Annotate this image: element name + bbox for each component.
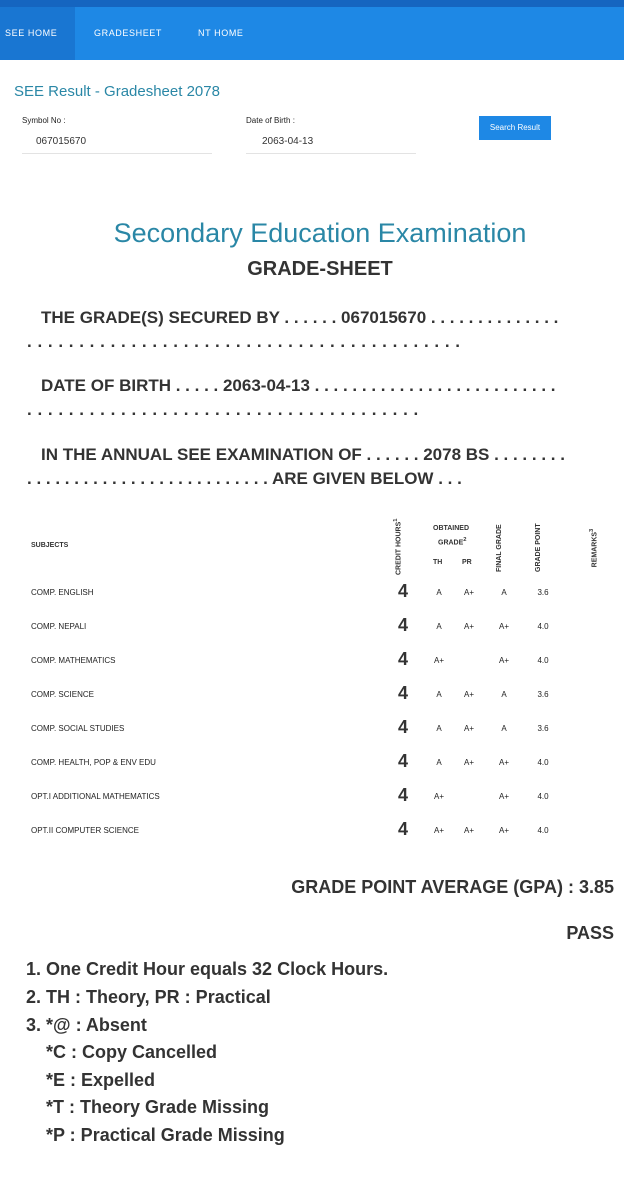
note-credit-hour: 1. One Credit Hour equals 32 Clock Hours.	[26, 959, 389, 979]
row-th-grade: A+	[433, 826, 444, 835]
secured-by-dots: . . . . . . . . . . . . . . . . . . . . . . . . . . . . . . . . . . . . . . . . . .	[27, 332, 461, 351]
dob-line: DATE OF BIRTH . . . . . 2063-04-13 . . . . . . . . . . . . . . . . . . . . . . . . . .	[41, 376, 556, 395]
dob-input[interactable]: 2063-04-13	[246, 136, 416, 154]
note-absent: 3. *@ : Absent	[26, 1015, 147, 1035]
header-subjects: SUBJECTS	[31, 542, 69, 549]
row-final-grade: A	[501, 690, 507, 699]
note-expelled: *E : Expelled	[46, 1070, 156, 1090]
row-credit: 4	[397, 649, 408, 669]
page-title: SEE Result - Gradesheet 2078	[14, 83, 220, 100]
symbol-input[interactable]: 067015670	[22, 136, 212, 154]
header-grade-point: GRADE POINT	[535, 523, 542, 572]
row-final-grade: A+	[498, 758, 509, 767]
row-pr-grade: A+	[463, 826, 474, 835]
row-pr-grade: A+	[463, 588, 474, 597]
row-credit: 4	[397, 785, 408, 805]
row-credit: 4	[397, 615, 408, 635]
row-th-grade: A+	[433, 792, 444, 801]
exam-given-below-line: . . . . . . . . . . . . . . . . . . . . . . . . . . ARE GIVEN BELOW . . .	[27, 469, 462, 488]
row-credit: 4	[397, 581, 408, 601]
row-grade-point: 4.0	[537, 622, 549, 631]
row-th-grade: A	[436, 758, 442, 767]
row-subject: COMP. NEPALI	[31, 622, 87, 631]
row-grade-point: 3.6	[537, 690, 549, 699]
row-grade-point: 3.6	[537, 588, 549, 597]
dob-dots: . . . . . . . . . . . . . . . . . . . . . . . . . . . . . . . . . . . . . .	[27, 400, 419, 419]
header-grade: GRADE$^2$	[438, 537, 467, 547]
row-final-grade: A+	[498, 792, 509, 801]
row-final-grade: A+	[498, 826, 509, 835]
row-th-grade: A	[436, 690, 442, 699]
row-grade-point: 3.6	[537, 724, 549, 733]
row-final-grade: A+	[498, 656, 509, 665]
row-pr-grade: A+	[463, 622, 474, 631]
symbol-label: Symbol No :	[22, 116, 66, 125]
header-obtained: OBTAINED	[433, 525, 470, 532]
row-th-grade: A	[436, 622, 442, 631]
exam-title: Secondary Education Examination	[113, 218, 527, 248]
gpa-summary: GRADE POINT AVERAGE (GPA) : 3.85	[291, 877, 614, 897]
secured-by-line: THE GRADE(S) SECURED BY . . . . . . 067015670 . . . . . . . . . . . . . .	[41, 308, 559, 327]
row-credit: 4	[397, 751, 408, 771]
header-final-grade: FINAL GRADE	[496, 524, 503, 572]
dob-label: Date of Birth :	[246, 116, 295, 125]
header-remarks: REMARKS$^3$	[589, 528, 599, 568]
row-subject: COMP. HEALTH, POP & ENV EDU	[31, 758, 156, 767]
result-status: PASS	[566, 923, 614, 943]
row-credit: 4	[397, 819, 408, 839]
note-practical-missing: *P : Practical Grade Missing	[46, 1125, 285, 1145]
nav-nt-home[interactable]: NT HOME	[198, 28, 244, 38]
row-grade-point: 4.0	[537, 792, 549, 801]
row-credit: 4	[397, 717, 408, 737]
header-th: TH	[433, 559, 443, 566]
top-navbar	[0, 7, 624, 60]
top-accent-bar	[0, 0, 624, 7]
row-subject: OPT.II COMPUTER SCIENCE	[31, 826, 140, 835]
row-pr-grade: A+	[463, 724, 474, 733]
row-credit: 4	[397, 683, 408, 703]
row-grade-point: 4.0	[537, 656, 549, 665]
exam-line: IN THE ANNUAL SEE EXAMINATION OF . . . . . . 2078 BS . . . . . . . .	[41, 445, 565, 464]
gradesheet-title: GRADE-SHEET	[247, 258, 393, 280]
note-copy-cancelled: *C : Copy Cancelled	[46, 1042, 218, 1062]
note-theory-missing: *T : Theory Grade Missing	[46, 1097, 270, 1117]
row-final-grade: A+	[498, 622, 509, 631]
row-th-grade: A+	[433, 656, 444, 665]
row-subject: COMP. SOCIAL STUDIES	[31, 724, 125, 733]
nav-gradesheet[interactable]: GRADESHEET	[94, 28, 163, 38]
row-subject: OPT.I ADDITIONAL MATHEMATICS	[31, 792, 160, 801]
header-credit-hours: CREDIT HOURS$^1$	[393, 518, 403, 575]
row-th-grade: A	[436, 588, 442, 597]
row-pr-grade: A+	[463, 758, 474, 767]
note-th-pr: 2. TH : Theory, PR : Practical	[26, 987, 271, 1007]
row-final-grade: A	[501, 588, 507, 597]
row-subject: COMP. ENGLISH	[31, 588, 94, 597]
nav-see-home[interactable]: SEE HOME	[0, 7, 75, 60]
row-th-grade: A	[436, 724, 442, 733]
row-subject: COMP. SCIENCE	[31, 690, 94, 699]
row-grade-point: 4.0	[537, 826, 549, 835]
row-final-grade: A	[501, 724, 507, 733]
search-result-button[interactable]: Search Result	[479, 116, 551, 140]
row-pr-grade: A+	[463, 690, 474, 699]
header-pr: PR	[462, 559, 472, 566]
row-grade-point: 4.0	[537, 758, 549, 767]
row-subject: COMP. MATHEMATICS	[31, 656, 116, 665]
